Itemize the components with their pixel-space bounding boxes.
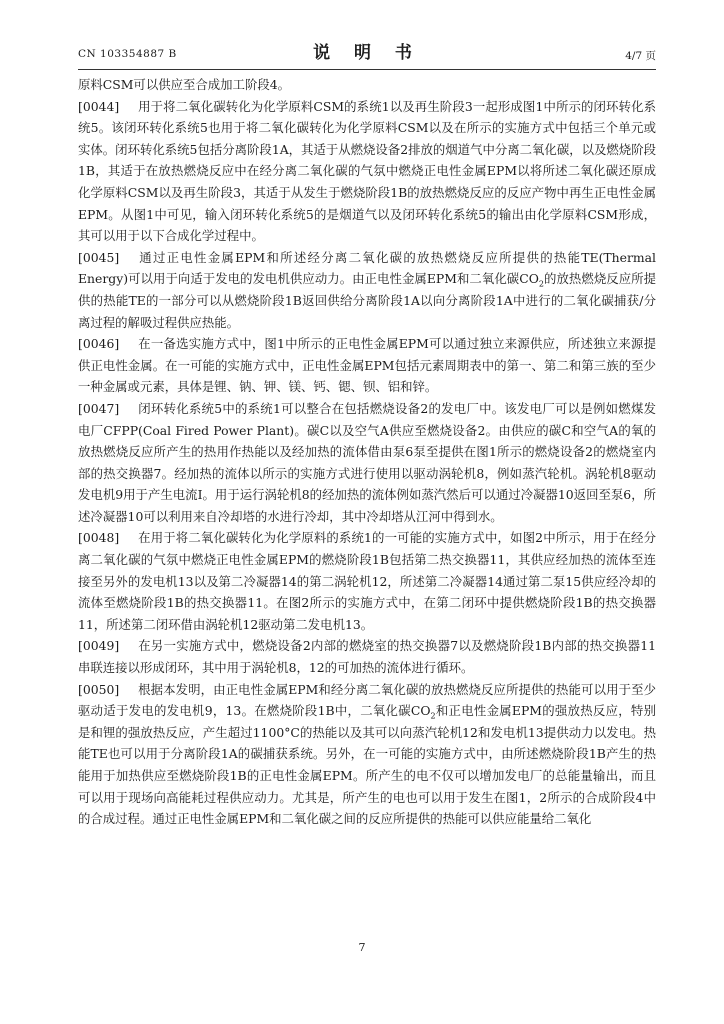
page-of-total: 4/7 页 [625, 50, 656, 62]
paragraph-text: 在另一实施方式中，燃烧设备2内部的燃烧室的热交换器7以及燃烧阶段1B内部的热交换器11串联连接以形成闭环，其中用于涡轮机8，12的可加热的流体进行循环。 [78, 638, 656, 676]
paragraph-number: [0046] [78, 336, 120, 352]
paragraph-text: 闭环转化系统5中的系统1可以整合在包括燃烧设备2的发电厂中。该发电厂可以是例如燃煤发电厂CFPP(Coal Fired Power Plant)。碳C以及空气A供应至燃烧设备2。由供应的碳C和空气A的氧的放热燃烧反应所产生的热用作热能以及经加热的流体借由泵6泵至提供在图1所示的燃烧设备2的燃烧室内部的热交换器7。经加热的流体以所示的实施方式进行使用以驱动涡轮机8，例如蒸汽轮机。涡轮机8驱动发电机9用于产生电流I。用于运行涡轮机8的经加热的流体例如蒸汽然后可以通过冷凝器10返回至泵6，所述冷凝器10可以利用来自冷却塔的水进行冷却，其中冷却塔从江河中得到水。 [78, 400, 656, 524]
paragraph-number: [0044] [78, 98, 120, 114]
paragraph-text: 根据本发明，由正电性金属EPM和经分离二氧化碳的放热燃烧反应所提供的热能可以用于至少驱动适于发电的发电机9，13。在燃烧阶段1B中，二氧化碳CO [78, 681, 656, 719]
paragraph-0049 [78, 635, 656, 678]
page-number: 7 [358, 941, 366, 954]
paragraph-number: [0049] [78, 638, 120, 654]
paragraph-text: 在一备选实施方式中，图1中所示的正电性金属EPM可以通过独立来源供应，所述独立来源提供正电性金属。在一可能的实施方式中，正电性金属EPM包括元素周期表中的第一、第二和第三族的至少一种金属或元素，具体是锂、钠、钾、镁、钙、锶、钡、铝和锌。 [78, 336, 656, 395]
paragraph-0048 [78, 527, 656, 635]
paragraph-number: [0047] [78, 400, 120, 416]
paragraph-text: 和正电性金属EPM的强放热反应，特别是和锂的强放热反应，产生超过1100°C的热能以及其可以向蒸汽轮机12和发电机13提供动力以发电。热能TE也可以用于分离阶段1A的碳捕获系统。另外，在一可能的实施方式中，由所述燃烧阶段1B产生的热能用于加热供应至燃烧阶段1B的正电性金属EPM。所产生的电不仅可以增加发电厂的总能量输出，而且可以用于现场向高能耗过程供应动力。尤其是，所产生的电也可以用于发生在图1，2所示的合成阶段4中的合成过程。通过正电性金属EPM和二氧化碳之间的反应所提供的热能可以供应能量给二氧化 [78, 703, 656, 827]
paragraph-text: 在用于将二氧化碳转化为化学原料的系统1的一可能的实施方式中，如图2中所示，用于在经分离二氧化碳的气氛中燃烧正电性金属EPM的燃烧阶段1B包括第二热交换器11，其供应经加热的流体至连接至另外的发电机13以及第二冷凝器14的第二涡轮机12，所述第二冷凝器14通过第二泵15供应经冷却的流体至燃烧阶段1B的热交换器11。在图2所示的实施方式中，在第二闭环中提供燃烧阶段1B的热交换器11，所述第二闭环借由涡轮机12驱动第二发电机13。 [78, 530, 656, 632]
paragraph-number: [0045] [78, 249, 120, 265]
paragraph-0044 [78, 96, 656, 247]
paragraph-text: 用于将二氧化碳转化为化学原料CSM的系统1以及再生阶段3一起形成图1中所示的闭环转化系统5。该闭环转化系统5也用于将二氧化碳转化为化学原料CSM以及在所示的实施方式中包括三个单元或实体。闭环转化系统5包括分离阶段1A，其适于从燃烧设备2排放的烟道气中分离二氧化碳，以及燃烧阶段1B，其适于在放热燃烧反应中在经分离二氧化碳的气氛中燃烧正电性金属EPM以将所述二氧化碳还原成化学原料CSM以及再生阶段3，其适于从发生于燃烧阶段1B的放热燃烧反应的反应产物中再生正电性金属EPM。从图1中可见，输入闭环转化系统5的是烟道气以及闭环转化系统5的输出由化学原料CSM形成，其可以用于以下合成化学过程中。 [78, 98, 656, 244]
paragraph-0047 [78, 398, 656, 528]
subscript: 2 [430, 711, 436, 721]
paragraph-number: [0048] [78, 530, 120, 546]
paragraph-0045 [78, 247, 656, 333]
paragraph-0046 [78, 333, 656, 398]
paragraph-continuation: 原料CSM可以供应至合成加工阶段4。 [78, 77, 291, 92]
paragraph-number: [0050] [78, 681, 120, 697]
publication-number: CN 103354887 B [78, 48, 177, 60]
paragraph-text: 通过正电性金属EPM和所述经分离二氧化碳的放热燃烧反应所提供的热能TE(Thermal Energy)可以用于向适于发电的发电机供应动力。由正电性金属EPM和二氧化碳CO [78, 249, 656, 287]
document-body [78, 74, 656, 830]
header-divider [78, 69, 656, 70]
subscript: 2 [538, 279, 544, 289]
paragraph-text: 的放热燃烧反应所提供的热能TE的一部分可以从燃烧阶段1B返回供给分离阶段1A以向分离阶段1A中进行的二氧化碳捕获/分离过程的解吸过程供应热能。 [78, 271, 657, 330]
paragraph-0050 [78, 679, 656, 830]
page-header [78, 38, 656, 68]
document-title: 说 明 书 [313, 43, 421, 63]
